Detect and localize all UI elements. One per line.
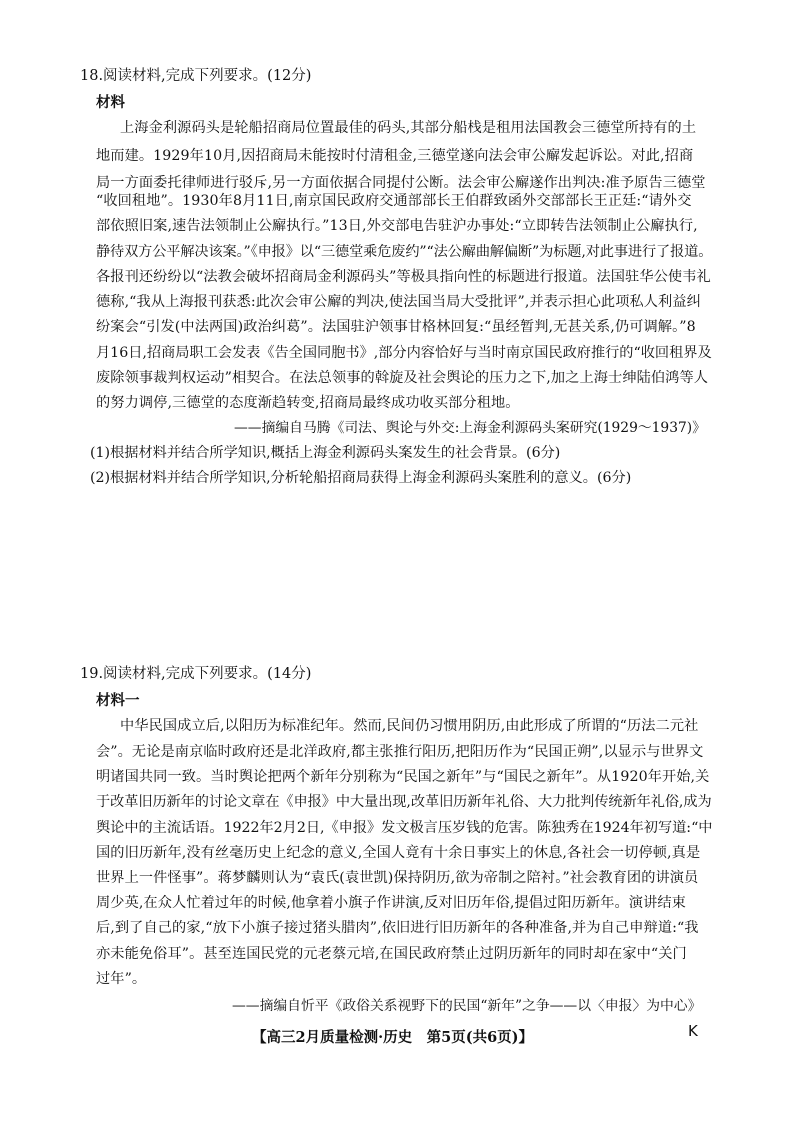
q18-source: ——摘编自马腾《司法、舆论与外交:上海金利源码头案研究(1929～1937)》 xyxy=(234,420,706,436)
version-letter: K xyxy=(688,1022,698,1040)
q19-line-6: 国的旧历新年,没有丝毫历史上纪念的意义,全国人竟有十余日事实上的休息,各社会一切停顿,真是 xyxy=(96,845,701,861)
q19-line-10: 亦未能免俗耳”。甚至连国民党的元老蔡元培,在国民政府禁止过阴历新年的同时却在家中“关门 xyxy=(96,946,687,962)
question-19-material-label: 材料一 xyxy=(96,692,140,709)
q19-line-11: 过年”。 xyxy=(96,971,147,987)
question-18-material-label: 材料 xyxy=(96,94,125,111)
q18-line-12: 的努力调停,三德堂的态度渐趋转变,招商局最终成功收买部分租地。 xyxy=(96,395,520,411)
q18-line-9: 纷案会“引发(中法两国)政治纠葛”。法国驻沪领事甘格林回复:“虽经暂判,无甚关系,仍可调解。”8 xyxy=(96,319,696,335)
q18-sub-question-1: (1)根据材料并结合所学知识,概括上海金利源码头案发生的社会背景。(6分) xyxy=(90,445,561,461)
q19-line-2: 会”。无论是南京临时政府还是北洋政府,都主张推行阳历,把阳历作为“民国正朔”,以显示与世界文 xyxy=(96,744,704,760)
q19-line-9: 后,到了自己的家,“放下小旗子接过猪头腊肉”,依旧进行旧历新年的各种准备,并为自己申辩道:“我 xyxy=(96,920,699,936)
q19-line-8: 周少英,在众人忙着过年的时候,他拿着小旗子作讲演,反对旧历年俗,提倡过阳历新年。演讲结束 xyxy=(96,895,686,911)
question-18-title: 18.阅读材料,完成下列要求。(12分) xyxy=(80,68,312,84)
question-19-title: 19.阅读材料,完成下列要求。(14分) xyxy=(80,666,312,682)
q18-line-3: 局一方面委托律师进行驳斥,另一方面依据合同提付公断。法会审公廨遂作出判决:准予原告三德堂 xyxy=(96,175,706,191)
q19-line-7: 世界上一件怪事”。蒋梦麟则认为“袁氏(袁世凯)保持阴历,欲为帝制之陪衬。”社会教育团的讲演员 xyxy=(96,870,699,886)
q18-line-2: 地而建。1929年10月,因招商局未能按时付清租金,三德堂遂向法会审公廨发起诉讼。对此,招商 xyxy=(96,148,694,164)
q18-line-5: 部依照旧案,速告法领制止公廨执行。”13日,外交部电告驻沪办事处:“立即转告法领制止公廨执行, xyxy=(96,218,698,234)
q18-line-4: “收回租地”。1930年8月11日,南京国民政府交通部部长王伯群致函外交部部长王正廷:“请外交 xyxy=(96,193,692,209)
q19-line-1: 中华民国成立后,以阳历为标准纪年。然而,民间仍习惯用阴历,由此形成了所谓的“历法二元社 xyxy=(120,718,699,734)
q19-source: ——摘编自忻平《政俗关系视野下的民国“新年”之争——以〈申报〉为中心》 xyxy=(232,998,702,1014)
q19-line-5: 舆论中的主流话语。1922年2月2日,《申报》发文极言压岁钱的危害。陈独秀在1924年初写道:“中 xyxy=(96,820,713,836)
q18-line-11: 废除领事裁判权运动”相契合。在法总领事的斡旋及社会舆论的压力之下,加之上海士绅陆伯鸿等人 xyxy=(96,370,709,386)
q19-line-3: 明诸国共同一致。当时舆论把两个新年分别称为“民国之新年”与“国民之新年”。从1920年开始,关 xyxy=(96,769,710,785)
q18-line-8: 德称,“我从上海报刊获悉:此次会审公廨的判决,使法国当局大受批评”,并表示担心此项私人利益纠 xyxy=(96,294,701,310)
page-footer: 【高三2月质量检测·历史 第5页(共6页)】 xyxy=(252,1029,534,1046)
q18-line-6: 静待双方公平解决该案。”《申报》以“三德堂乘危废约”“法公廨曲解偏断”为标题,对此事进行了报道。 xyxy=(96,244,713,260)
q18-line-7: 各报刊还纷纷以“法教会破坏招商局金利源码头”等极具指向性的标题进行报道。法国驻华公使韦礼 xyxy=(96,269,711,285)
q18-line-10: 月16日,招商局职工会发表《告全国同胞书》,部分内容恰好与当时南京国民政府推行的“收回租界及 xyxy=(96,345,712,361)
q18-sub-question-2: (2)根据材料并结合所学知识,分析轮船招商局获得上海金利源码头案胜利的意义。(6分) xyxy=(90,470,632,486)
q19-line-4: 于改革旧历新年的讨论文章在《申报》中大量出现,改革旧历新年礼俗、大力批判传统新年礼俗,成为 xyxy=(96,794,712,810)
q18-line-1: 上海金利源码头是轮船招商局位置最佳的码头,其部分船栈是租用法国教会三德堂所持有的土 xyxy=(120,120,697,136)
